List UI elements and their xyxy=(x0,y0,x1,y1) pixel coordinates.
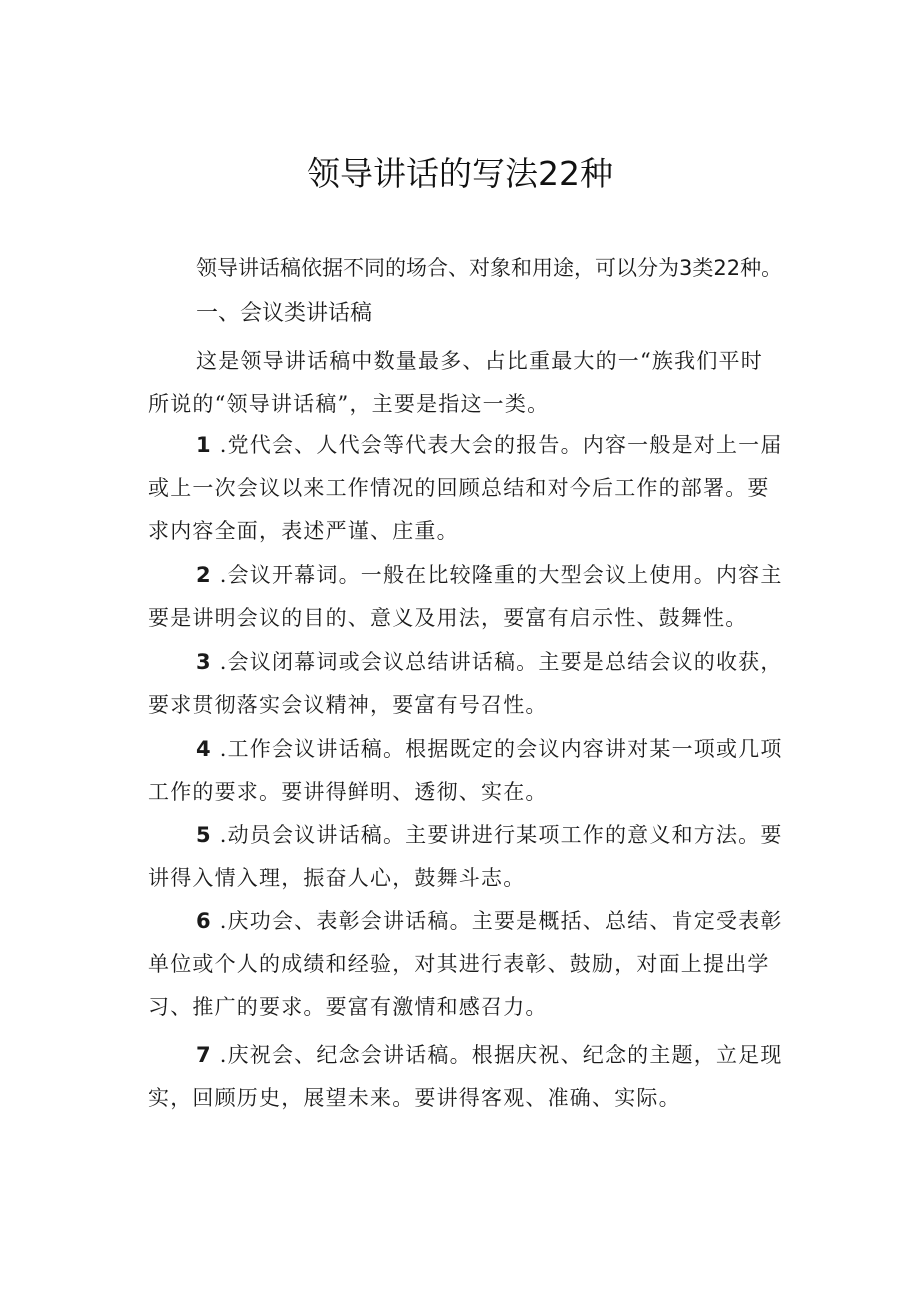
list-item-1 xyxy=(148,424,800,553)
paragraph-line xyxy=(148,857,800,900)
paragraph-line-text: .党代会、人代会等代表大会的报告。内容一般是对上一届 xyxy=(219,433,783,457)
paragraph-line xyxy=(148,597,800,640)
list-item-2 xyxy=(148,554,800,640)
paragraph-line xyxy=(148,340,800,383)
paragraph-line-text: 要是讲明会议的目的、意义及用法，要富有启示性、鼓舞性。 xyxy=(148,606,748,630)
paragraph-line-text: .庆功会、表彰会讲话稿。主要是概括、总结、肯定受表彰 xyxy=(219,909,783,933)
paragraph-line-text: 要求贯彻落实会议精神，要富有号召性。 xyxy=(148,693,548,717)
paragraph-line xyxy=(148,986,800,1029)
paragraph-line xyxy=(148,684,800,727)
paragraph-line-text: 求内容全面，表述严谨、庄重。 xyxy=(148,519,459,543)
paragraph-line-text: 或上一次会议以来工作情况的回顾总结和对今后工作的部署。要 xyxy=(148,476,770,500)
section-intro-paragraph xyxy=(148,340,800,426)
paragraph-line-text: .工作会议讲话稿。根据既定的会议内容讲对某一项或几项 xyxy=(219,737,783,761)
paragraph-line-text: 习、推广的要求。要富有激情和感召力。 xyxy=(148,995,548,1019)
paragraph-line xyxy=(148,510,800,553)
paragraph-line xyxy=(148,1034,800,1077)
paragraph-line xyxy=(148,641,800,684)
paragraph-line xyxy=(148,554,800,597)
paragraph-line xyxy=(148,771,800,814)
paragraph-line-text: .庆祝会、纪念会讲话稿。根据庆祝、纪念的主题，立足现 xyxy=(219,1043,783,1067)
paragraph-line-text: 所说的“领导讲话稿”，主要是指这一类。 xyxy=(148,392,550,416)
paragraph-line xyxy=(148,467,800,510)
intro-paragraph: 领导讲话稿依据不同的场合、对象和用途，可以分为3类22种。 xyxy=(196,256,783,280)
item-number: 4 xyxy=(196,737,212,761)
item-number: 3 xyxy=(196,650,212,674)
document-title: 领导讲话的写法22种 xyxy=(307,154,613,193)
item-number: 2 xyxy=(196,563,212,587)
paragraph-line-text: .会议开幕词。一般在比较隆重的大型会议上使用。内容主 xyxy=(219,563,783,587)
list-item-7 xyxy=(148,1034,800,1120)
list-item-4 xyxy=(148,728,800,814)
list-item-6 xyxy=(148,900,800,1029)
paragraph-line xyxy=(148,424,800,467)
item-number: 7 xyxy=(196,1043,212,1067)
paragraph-line xyxy=(148,814,800,857)
paragraph-line-text: 单位或个人的成绩和经验，对其进行表彰、鼓励，对面上提出学 xyxy=(148,952,770,976)
paragraph-line xyxy=(148,900,800,943)
paragraph-line xyxy=(148,383,800,426)
paragraph-line-text: .动员会议讲话稿。主要讲进行某项工作的意义和方法。要 xyxy=(219,823,783,847)
section-heading: 一、会议类讲话稿 xyxy=(196,301,373,326)
paragraph-line-text: 讲得入情入理，振奋人心，鼓舞斗志。 xyxy=(148,866,526,890)
paragraph-line xyxy=(148,728,800,771)
paragraph-line-text: 工作的要求。要讲得鲜明、透彻、实在。 xyxy=(148,780,548,804)
paragraph-line-text: 这是领导讲话稿中数量最多、占比重最大的一“族我们平时 xyxy=(196,349,763,373)
paragraph-line-text: 实，回顾历史，展望未来。要讲得客观、准确、实际。 xyxy=(148,1086,681,1110)
list-item-5 xyxy=(148,814,800,900)
paragraph-line xyxy=(148,1077,800,1120)
item-number: 5 xyxy=(196,823,212,847)
paragraph-line xyxy=(148,943,800,986)
item-number: 1 xyxy=(196,433,212,457)
item-number: 6 xyxy=(196,909,212,933)
list-item-3 xyxy=(148,641,800,727)
paragraph-line-text: .会议闭幕词或会议总结讲话稿。主要是总结会议的收获， xyxy=(219,650,783,674)
